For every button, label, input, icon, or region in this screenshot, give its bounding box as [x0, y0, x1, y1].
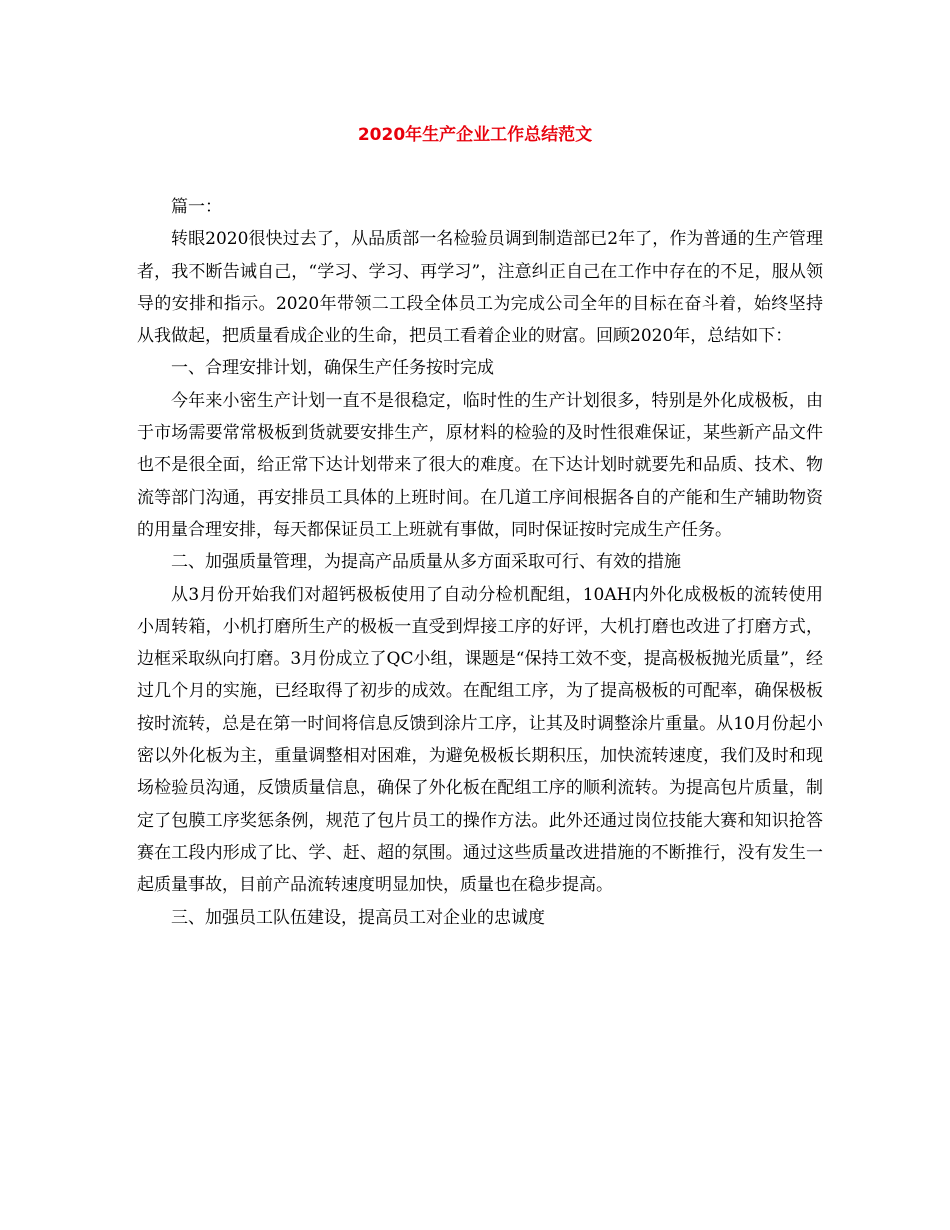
- document-title: 2020年生产企业工作总结范文: [357, 125, 593, 145]
- document-body: [137, 191, 823, 934]
- paragraph-section-2: 从3月份开始我们对超钙极板使用了自动分检机配组，10AH内外化成极板的流转使用小周转箱，小机打磨所生产的极板一直受到焊接工序的好评，大机打磨也改进了打磨方式，边框采取纵向打磨。3月份成立了QC小组，课题是“保持工效不变，提高极板抛光质量”，经过几个月的实施，已经取得了初步的成效。在配组工序，为了提高极板的可配率，确保极板按时流转，总是在第一时间将信息反馈到涂片工序，让其及时调整涂片重量。从10月份起小密以外化板为主，重量调整相对困难，为避免极板长期积压，加快流转速度，我们及时和现场检验员沟通，反馈质量信息，确保了外化板在配组工序的顺利流转。为提高包片质量，制定了包膜工序奖惩条例，规范了包片员工的操作方法。此外还通过岗位技能大赛和知识抢答赛在工段内形成了比、学、赶、超的氛围。通过这些质量改进措施的不断推行，没有发生一起质量事故，目前产品流转速度明显加快，质量也在稳步提高。: [137, 584, 823, 896]
- paragraph-section-1: 今年来小密生产计划一直不是很稳定，临时性的生产计划很多，特别是外化成极板，由于市场需要常常极板到货就要安排生产，原材料的检验的及时性很难保证，某些新产品文件也不是很全面，给正常下达计划带来了很大的难度。在下达计划时就要先和品质、技术、物流等部门沟通，再安排员工具体的上班时间。在几道工序间根据各自的产能和生产辅助物资的用量合理安排，每天都保证员工上班就有事做，同时保证按时完成生产任务。: [137, 390, 823, 540]
- heading-section-3: 三、加强员工队伍建设，提高员工对企业的忠诚度: [171, 907, 545, 928]
- heading-section-2: 二、加强质量管理，为提高产品质量从多方面采取可行、有效的措施: [171, 552, 681, 573]
- paragraph-section-label: 篇一：: [171, 197, 222, 217]
- heading-section-1: 一、合理安排计划，确保生产任务按时完成: [171, 358, 494, 379]
- paragraph-intro: 转眼2020很快过去了，从品质部一名检验员调到制造部已2年了，作为普通的生产管理者，我不断告诫自己，“学习、学习、再学习”，注意纠正自己在工作中存在的不足，服从领导的安排和指示。2020年带领二工段全体员工为完成公司全年的目标在奋斗着，始终坚持从我做起，把质量看成企业的生命，把员工看着企业的财富。回顾2020年，总结如下：: [137, 229, 823, 347]
